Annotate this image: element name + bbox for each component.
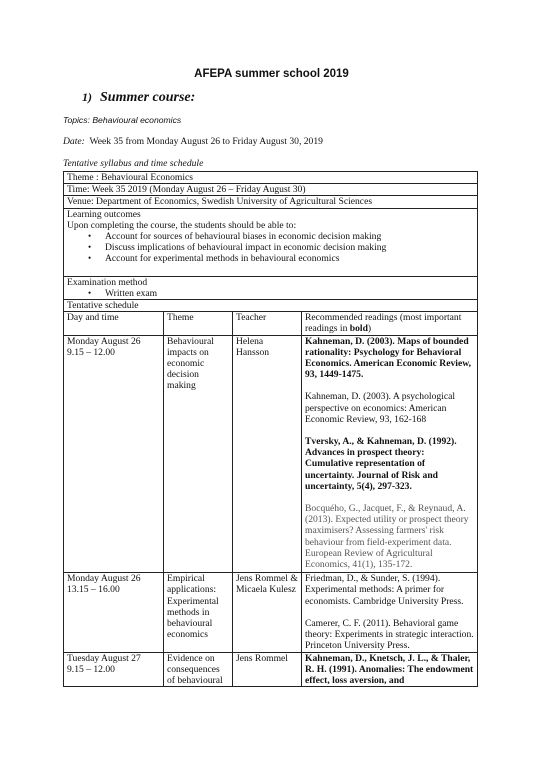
time-row [64,184,478,196]
venue-row [64,196,478,208]
header-readings [302,312,478,335]
exam-list [67,288,474,299]
outcome-item: • Account for sources of behavioural biases in economic decision making [105,231,474,242]
reading-item: Camerer, C. F. (2011). Behavioral game theory: Experiments in strategic interaction. Princeton University Press. [305,617,474,652]
exam-item: • Written exam [105,288,474,299]
syllabus-label: Tentative syllabus and time schedule [63,158,204,169]
exam-cell [64,276,478,299]
reading-item: Kahneman, D., Knetsch, J. L., & Thaler, R. H. (1991). Anomalies: The endowment effect, loss aversion, and [305,652,474,686]
outcome-item: • Account for experimental methods in behavioural economics [105,253,474,264]
date-value: Week 35 from Monday August 26 to Friday August 30, 2019 [89,136,323,147]
row-teacher: Jens Rommel [233,652,302,687]
learning-outcomes-title: Learning outcomes [67,208,141,220]
learning-outcomes-cell [64,208,478,276]
row-readings [302,573,478,652]
learning-outcomes-row [64,208,478,276]
row-day-time [64,573,164,652]
header-readings-text: Recommended readings (most important readings in [305,312,462,335]
row-day: Monday August 26 [67,573,141,585]
row-readings [302,335,478,573]
row-theme: Empirical applications: Experimental methods in behavioural economics [164,573,233,652]
header-teacher: Teacher [233,312,302,335]
date-label: Date: [63,136,85,147]
learning-outcomes-intro: Upon completing the course, the students should be able to: [67,219,297,231]
syllabus-table [63,171,478,687]
venue-cell: Venue: Department of Economics, Swedish University of Agricultural Sciences [64,196,478,208]
theme-cell: Theme : Behavioural Economics [64,172,478,184]
reading-item: Kahneman, D. (2003). Maps of bounded rationality: Psychology for Behavioral Economics. American Economic Review, 93, 1449-1475. [305,335,471,381]
header-readings-close: ) [367,323,372,335]
row-teacher: Helena Hansson [233,335,302,573]
header-readings-bold: bold [349,323,368,335]
schedule-title-cell: Tentative schedule [64,300,478,312]
date-line [63,136,323,147]
exam-title: Examination method [67,276,148,288]
theme-row [64,172,478,184]
row-day-time [64,652,164,687]
topics-value: Behavioural economics [92,115,182,125]
topics-label: Topics: [63,115,90,125]
topics-line [63,115,181,125]
document-title: AFEPA summer school 2019 [194,68,349,80]
row-day-time [64,335,164,573]
row-time: 9.15 – 12.00 [67,346,115,358]
row-time: 13.15 – 16.00 [67,584,120,596]
header-row [64,312,478,335]
exam-row [64,276,478,299]
reading-item: Kahneman, D. (2003). A psychological perspective on economics: American Economic Review, 93, 162-168 [305,391,456,425]
outcome-list [67,231,474,265]
header-theme: Theme [164,312,233,335]
section-title: Summer course: [100,90,196,105]
section-heading [82,90,195,106]
row-day: Tuesday August 27 [67,652,141,664]
reading-item: Bocquého, G., Jacquet, F., & Reynaud, A. (2013). Expected utility or prospect theory maximisers? Assessing farmers' risk behaviour from field-experiment data. European Review of Agricultural Economics, 41(1), 135-172. [305,503,469,571]
section-number: 1) [82,90,92,104]
schedule-title-row [64,300,478,312]
schedule-row [64,335,478,573]
header-day: Day and time [64,312,164,335]
row-theme: Evidence on consequences of behavioural [164,652,233,687]
row-teacher: Jens Rommel & Micaela Kulesz [233,573,302,652]
row-time: 9.15 – 12.00 [67,663,115,675]
row-theme: Behavioural impacts on economic decision making [164,335,233,573]
reading-item: Friedman, D., & Sunder, S. (1994). Experimental methods: A primer for economists. Cambridge University Press. [305,573,464,607]
outcome-item: • Discuss implications of behavioural impact in economic decision making [105,242,474,253]
row-readings [302,652,478,687]
schedule-row [64,652,478,687]
schedule-row [64,573,478,652]
row-day: Monday August 26 [67,335,141,347]
time-cell: Time: Week 35 2019 (Monday August 26 – Friday August 30) [64,184,478,196]
reading-item: Tversky, A., & Kahneman, D. (1992). Advances in prospect theory: Cumulative representation of uncertainty. Journal of Risk and uncertainty, 5(4), 297-323. [305,436,457,492]
